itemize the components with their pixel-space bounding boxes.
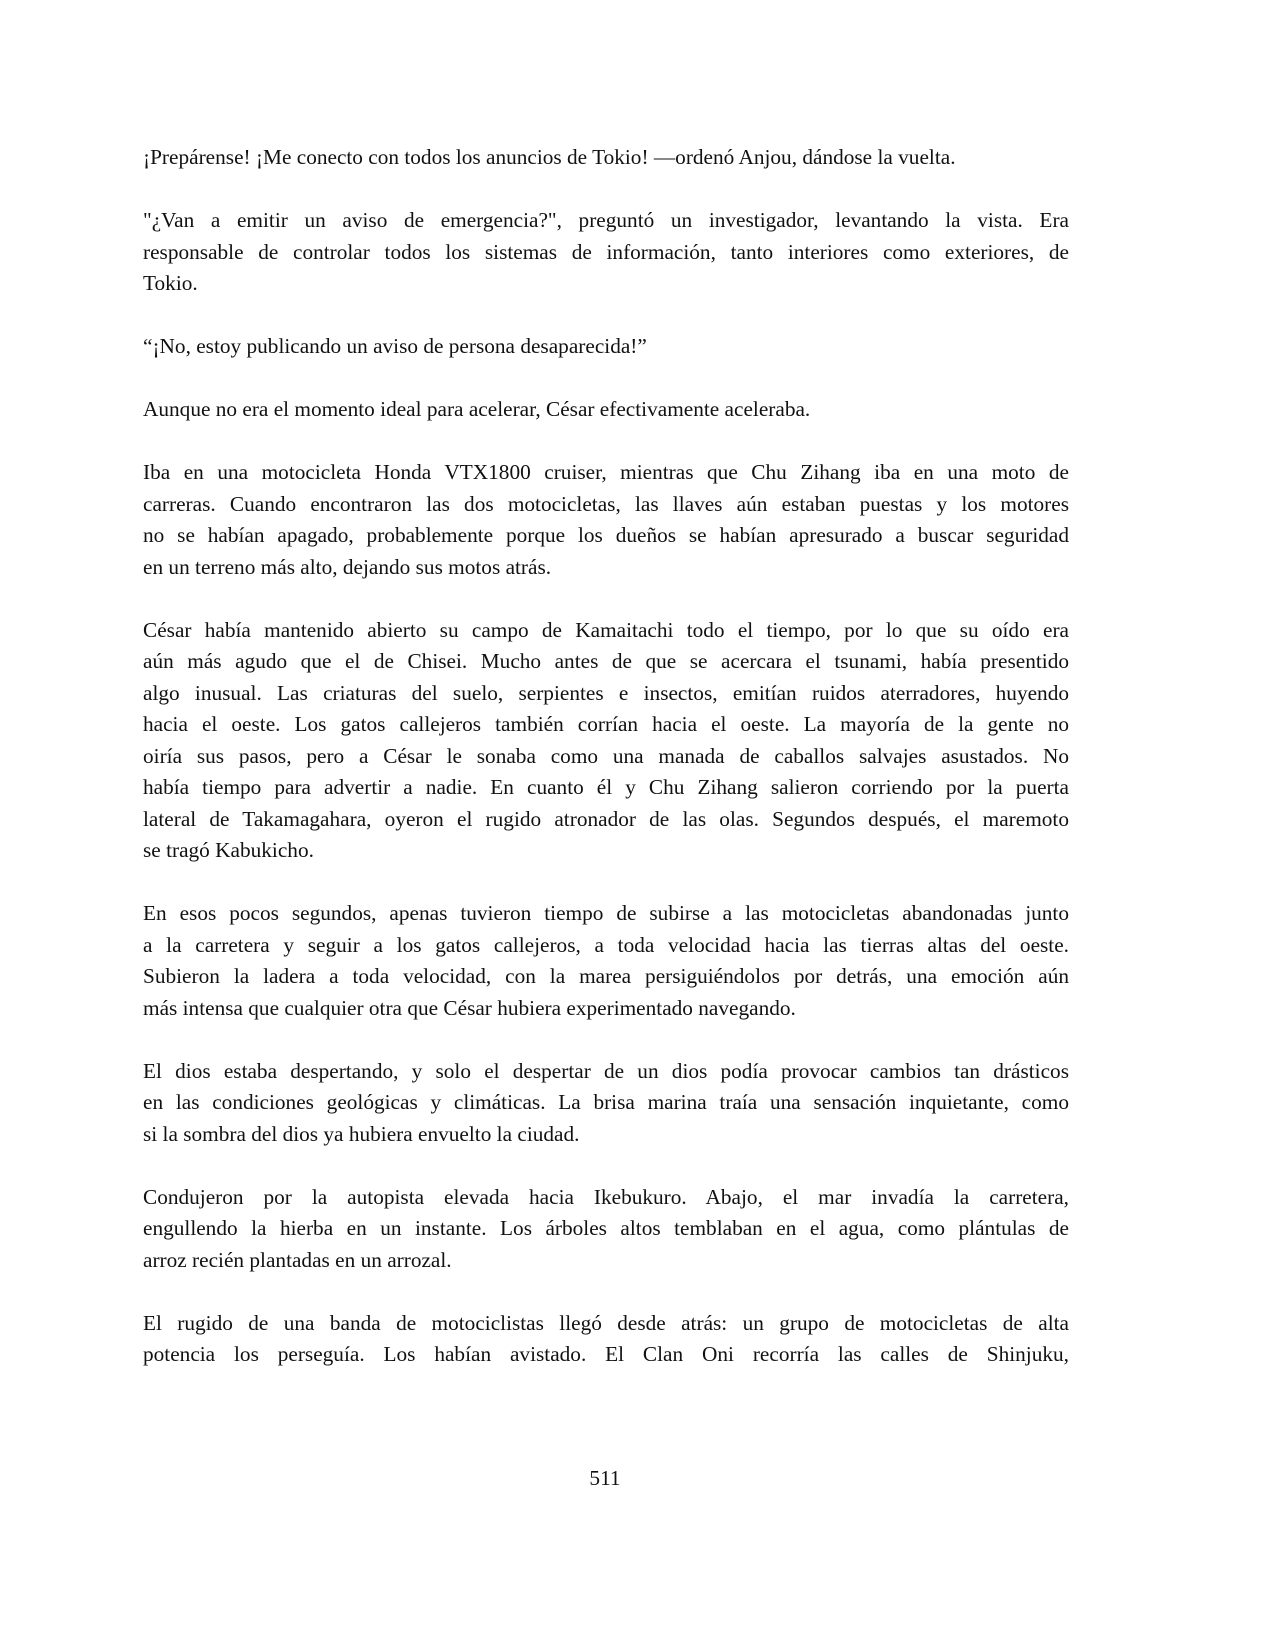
paragraph: [143, 205, 1069, 300]
text-line: más intensa que cualquier otra que César hubiera experimentado navegando.: [143, 995, 796, 1020]
text-line: carreras. Cuando encontraron las dos motocicletas, las llaves aún estaban puestas y los motores: [143, 491, 1069, 516]
text-line: lateral de Takamagahara, oyeron el rugido atronador de las olas. Segundos después, el maremoto: [143, 806, 1069, 831]
text-line: hacia el oeste. Los gatos callejeros también corrían hacia el oeste. La mayoría de la gente no: [143, 712, 1069, 736]
text-line: Condujeron por la autopista elevada hacia Ikebukuro. Abajo, el mar invadía la carretera,: [143, 1184, 1069, 1209]
text-line: “¡No, estoy publicando un aviso de persona desaparecida!”: [143, 334, 647, 358]
text-line: engullendo la hierba en un instante. Los árboles altos temblaban en el agua, como plántulas de: [143, 1216, 1069, 1240]
text-line: algo inusual. Las criaturas del suelo, serpientes e insectos, emitían ruidos aterradores, huyendo: [143, 680, 1069, 705]
text-line: responsable de controlar todos los sistemas de información, tanto interiores como exteriores, de: [143, 239, 1069, 264]
text-line: El rugido de una banda de motociclistas llegó desde atrás: un grupo de motocicletas de alta: [143, 1310, 1069, 1335]
paragraph: [143, 615, 1069, 867]
text-line: Subieron la ladera a toda velocidad, con la marea persiguiéndolos por detrás, una emoción aún: [143, 964, 1069, 988]
paragraph: [143, 457, 1069, 583]
paragraph: [143, 142, 1069, 174]
text-line: "¿Van a emitir un aviso de emergencia?", preguntó un investigador, levantando la vista. Era: [143, 208, 1069, 232]
text-line: potencia los perseguía. Los habían avistado. El Clan Oni recorría las calles de Shinjuku,: [143, 1342, 1069, 1366]
paragraph: [143, 1182, 1069, 1277]
paragraph: [143, 1308, 1069, 1371]
text-line: se tragó Kabukicho.: [143, 838, 314, 862]
page-body: [143, 142, 1069, 1402]
paragraph: [143, 898, 1069, 1024]
text-line: El dios estaba despertando, y solo el despertar de un dios podía provocar cambios tan drásticos: [143, 1058, 1069, 1083]
paragraph: [143, 1056, 1069, 1151]
paragraph: [143, 331, 1069, 363]
text-line: en un terreno más alto, dejando sus motos atrás.: [143, 554, 552, 579]
text-line: En esos pocos segundos, apenas tuvieron tiempo de subirse a las motocicletas abandonadas junto: [143, 901, 1069, 925]
text-line: si la sombra del dios ya hubiera envuelto la ciudad.: [143, 1121, 580, 1146]
text-line: en las condiciones geológicas y climáticas. La brisa marina traía una sensación inquietante, como: [143, 1090, 1069, 1114]
text-line: oiría sus pasos, pero a César le sonaba como una manada de caballos salvajes asustados. No: [143, 743, 1069, 768]
text-line: ¡Prepárense! ¡Me conecto con todos los anuncios de Tokio! —ordenó Anjou, dándose la vuelta.: [143, 145, 956, 169]
text-line: Aunque no era el momento ideal para acelerar, César efectivamente aceleraba.: [143, 397, 811, 421]
text-line: Tokio.: [143, 271, 198, 295]
text-line: había tiempo para advertir a nadie. En cuanto él y Chu Zihang salieron corriendo por la puerta: [143, 775, 1069, 799]
text-line: aún más agudo que el de Chisei. Mucho antes de que se acercara el tsunami, había presentido: [143, 649, 1069, 673]
text-line: Iba en una motocicleta Honda VTX1800 cruiser, mientras que Chu Zihang iba en una moto de: [143, 460, 1069, 484]
text-line: César había mantenido abierto su campo de Kamaitachi todo el tiempo, por lo que su oído era: [143, 617, 1069, 642]
paragraph: [143, 394, 1069, 426]
text-line: a la carretera y seguir a los gatos callejeros, a toda velocidad hacia las tierras altas del oeste.: [143, 932, 1069, 957]
page-number: 511: [589, 1466, 621, 1490]
text-line: no se habían apagado, probablemente porque los dueños se habían apresurado a buscar seguridad: [143, 523, 1069, 547]
text-line: arroz recién plantadas en un arrozal.: [143, 1247, 452, 1272]
